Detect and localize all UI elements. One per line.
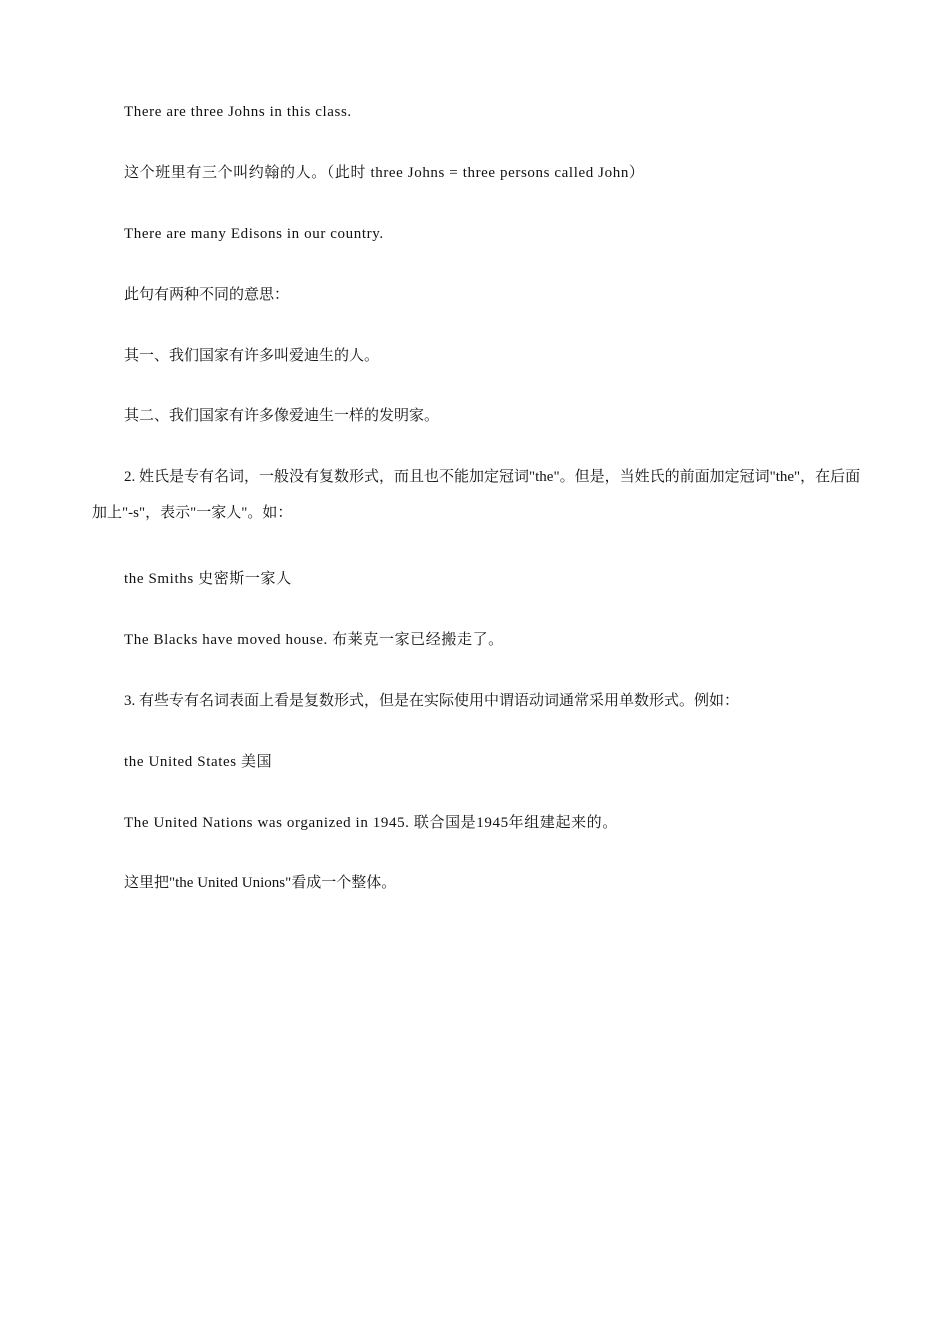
paragraph-13: 这里把"the United Unions"看成一个整体。 xyxy=(124,875,397,891)
paragraph-1: There are three Johns in this class. xyxy=(124,104,352,120)
paragraph-10: 3. 有些专有名词表面上看是复数形式，但是在实际使用中谓语动词通常采用单数形式。例如： xyxy=(124,693,740,709)
paragraph-6: 其二、我们国家有许多像爱迪生一样的发明家。 xyxy=(124,408,440,424)
paragraph-12: The United Nations was organized in 1945. 联合国是1945年组建起来的。 xyxy=(124,815,618,831)
paragraph-4: 此句有两种不同的意思： xyxy=(124,287,290,303)
paragraph-3: There are many Edisons in our country. xyxy=(124,226,384,242)
paragraph-7: 2. 姓氏是专有名词，一般没有复数形式，而且也不能加定冠词"the"。但是，当姓氏的前面加定冠词"the"，在后面加上"-s"，表示"一家人"。如： xyxy=(92,469,861,521)
paragraph-9: The Blacks have moved house. 布莱克一家已经搬走了。 xyxy=(124,632,504,648)
paragraph-2: 这个班里有三个叫约翰的人。（此时 three Johns = three persons called John） xyxy=(124,165,645,181)
paragraph-8: the Smiths 史密斯一家人 xyxy=(124,571,292,587)
paragraph-5: 其一、我们国家有许多叫爱迪生的人。 xyxy=(124,348,380,364)
paragraph-11: the United States 美国 xyxy=(124,754,273,770)
